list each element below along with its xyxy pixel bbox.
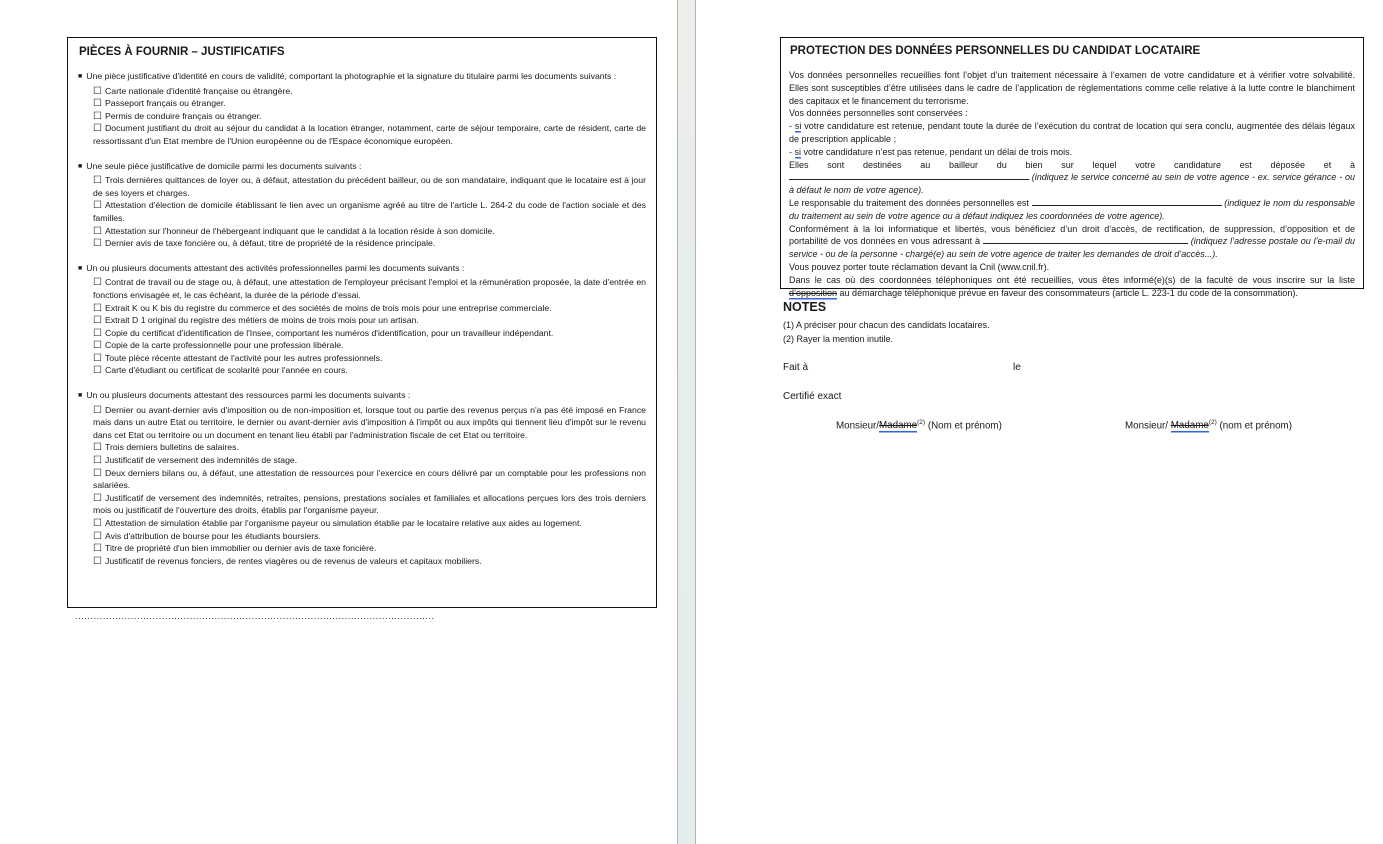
checkbox-icon: ☐ xyxy=(93,98,102,110)
checkbox-icon: ☐ xyxy=(93,123,102,135)
checkbox-icon: ☐ xyxy=(93,404,102,416)
text-segment: (2) xyxy=(1208,419,1217,426)
checklist-item-text: Carte nationale d'identité française ou étrangère. xyxy=(104,85,293,96)
checklist-item xyxy=(93,467,646,492)
checklist-item xyxy=(93,555,646,568)
dotted-separator-line: .................................................................................................................... xyxy=(75,611,435,621)
text-segment: (indiquez l’adresse postale ou l’e-mail du service - ou de la personne - chargé(e) au sein de votre agence de traiter les demandes de droit d’accès...). xyxy=(789,236,1355,260)
checklist-section xyxy=(78,389,646,567)
text-segment: Elles sont destinées au bailleur du bien sur lequel votre candidature est déposée et à xyxy=(789,159,1355,170)
text-segment: Madame xyxy=(879,420,918,432)
paragraph xyxy=(789,223,1355,261)
checklist-item xyxy=(93,314,646,327)
checkbox-icon: ☐ xyxy=(93,442,102,454)
checklist-item xyxy=(93,97,646,110)
signature-line-1 xyxy=(836,419,1002,431)
signature-line-2 xyxy=(1125,419,1292,431)
checkbox-icon: ☐ xyxy=(93,492,102,504)
checklist-item-text: Titre de propriété d'un bien immobilier ou dernier avis de taxe foncière. xyxy=(104,543,377,554)
text-segment: Monsieur/ xyxy=(1125,420,1171,432)
checkbox-icon: ☐ xyxy=(93,85,102,97)
text-segment: Dans le cas où des coordonnées téléphoniques ont été recueillies, vous êtes informé(e)(s) de la faculté de vous inscrire sur la liste xyxy=(789,274,1355,285)
checklist-item-text: Document justifiant du droit au séjour du candidat à la location étranger, notamment, carte de séjour temporaire, carte de résident, carte de ressortissant d'un Etat membre de l'Union européenne ou de l'Espace économique européen. xyxy=(93,123,646,146)
checklist-item-text: Carte d'étudiant ou certificat de scolarité pour l'année en cours. xyxy=(104,365,348,376)
checkbox-icon: ☐ xyxy=(93,365,102,377)
checklist-item-text: Attestation d'élection de domicile établissant le lien avec un organisme agréé au titre de l'article L. 264-2 du code de l'action sociale et des familles. xyxy=(93,200,646,223)
text-segment: d’opposition xyxy=(789,287,838,298)
checklist-item xyxy=(93,542,646,555)
checklist-item xyxy=(93,237,646,250)
fill-in-blank[interactable] xyxy=(1032,198,1222,206)
checkbox-icon: ☐ xyxy=(93,238,102,250)
notes-title: NOTES xyxy=(783,300,827,314)
checklist-item xyxy=(93,122,646,147)
paragraph xyxy=(789,261,1355,274)
paragraph xyxy=(789,197,1355,223)
checklist-item xyxy=(93,199,646,224)
checklist-item-text: Copie de la carte professionnelle pour une profession libérale. xyxy=(104,340,344,351)
checklist-item-text: Contrat de travail ou de stage ou, à défaut, une attestation de l'employeur précisant l'emploi et la rémunération proposée, la date d'entrée en fonctions envisagée et, le cas échéant, la durée de la période d'essai. xyxy=(93,277,646,300)
section-intro xyxy=(78,262,646,277)
text-segment: (indiquez le service concerné au sein de votre agence - ex. service gérance - ou à défaut le nom de votre agence). xyxy=(789,172,1355,196)
checkbox-icon: ☐ xyxy=(93,530,102,542)
checklist-item xyxy=(93,352,646,365)
text-segment: Vous pouvez porter toute réclamation devant la Cnil (www.cnil.fr). xyxy=(789,261,1050,272)
checklist-item-text: Trois derniers bulletins de salaires. xyxy=(104,442,239,453)
checklist-item-text: Extrait K ou K bis du registre du commerce et des sociétés de moins de trois mois pour une entreprise commerciale. xyxy=(104,302,552,313)
checkbox-icon: ☐ xyxy=(93,175,102,187)
checklist-section xyxy=(78,160,646,250)
notes-section xyxy=(783,300,990,346)
text-segment: - xyxy=(789,146,795,157)
fait-a-label: Fait à xyxy=(783,362,809,373)
checklist-item xyxy=(93,85,646,98)
text-segment: (nom et prénom) xyxy=(1216,420,1292,432)
section-intro xyxy=(78,389,646,404)
checklist-sections xyxy=(78,70,646,567)
checklist-item-text: Dernier avis de taxe foncière ou, à défaut, titre de propriété de la résidence principale. xyxy=(104,238,436,249)
text-segment: si xyxy=(794,121,802,132)
checklist-item-text: Attestation sur l'honneur de l'hébergeant indiquant que le candidat à la location réside à son domicile. xyxy=(104,225,495,236)
protection-paragraphs xyxy=(789,69,1355,299)
paragraph xyxy=(789,146,1355,159)
checklist-item xyxy=(93,225,646,238)
checklist-item-text: Deux derniers bilans ou, à défaut, une attestation de ressources pour l'exercice en cours délivré par un comptable pour les professions non salariées. xyxy=(93,467,646,491)
text-segment: (indiquez le nom du responsable du traitement au sein de votre agence ou à défaut indiquez les coordonnées de votre agence). xyxy=(789,197,1355,221)
checklist-item-text: Copie du certificat d'identification de l'Insee, comportant les numéros d'identification, pour un travailleur indépendant. xyxy=(104,327,554,338)
checklist-item xyxy=(93,110,646,123)
checkbox-icon: ☐ xyxy=(93,302,102,314)
checklist-item-text: Toute pièce récente attestant de l'activité pour les autres professionnels. xyxy=(104,352,383,363)
checklist-item xyxy=(93,441,646,454)
text-segment: au démarchage téléphonique prévue en faveur des consommateurs (article L. 223-1 du code de la consommation). xyxy=(837,287,1298,298)
text-segment: - xyxy=(789,121,795,132)
checkbox-icon: ☐ xyxy=(93,555,102,567)
bullet-icon: ■ xyxy=(78,392,83,400)
note-2: (2) Rayer la mention inutile. xyxy=(783,333,894,344)
pieces-a-fournir-box xyxy=(67,37,657,608)
right-box-title: PROTECTION DES DONNÉES PERSONNELLES DU CANDIDAT LOCATAIRE xyxy=(790,45,1201,57)
text-segment: Conformément à la loi informatique et libertés, vous bénéficiez d’un droit d’accès, de rectification, de suppression, d’opposition et de portabilité de vos données en vous adressant à xyxy=(789,223,1355,247)
left-box-title: PIÈCES À FOURNIR – JUSTIFICATIFS xyxy=(79,46,285,58)
checklist-item-text: Attestation de simulation établie par l'organisme payeur ou simulation établie par le locataire relative aux aides au logement. xyxy=(104,518,582,528)
paragraph xyxy=(789,107,1355,120)
text-segment: Vos données personnelles recueillies font l’objet d’un traitement nécessaire à l’examen de votre candidature et à vérifier votre solvabilité. Elles sont susceptibles d’être utilisées dans le cadre de l’application de règlementations comme celle relative à la lutte contre le blanchiment des capitaux et le financement du terrorisme. xyxy=(789,70,1355,106)
section-intro-text: Un ou plusieurs documents attestant des ressources parmi les documents suivants : xyxy=(86,390,411,401)
fait-a-row xyxy=(783,362,1203,373)
checkbox-icon: ☐ xyxy=(93,327,102,339)
bullet-icon: ■ xyxy=(78,162,83,170)
section-intro xyxy=(78,160,646,175)
certifie-exact-label: Certifié exact xyxy=(783,391,842,402)
text-segment: Vos données personnelles sont conservées : xyxy=(789,108,968,119)
checkbox-icon: ☐ xyxy=(93,225,102,237)
checklist-item-text: Permis de conduire français ou étranger. xyxy=(104,110,262,121)
checklist-item xyxy=(93,339,646,352)
checkbox-icon: ☐ xyxy=(93,200,102,212)
text-segment: (Nom et prénom) xyxy=(925,420,1002,432)
checkbox-icon: ☐ xyxy=(93,518,102,529)
le-label: le xyxy=(1013,362,1021,373)
checklist-item-text: Passeport français ou étranger. xyxy=(104,98,226,109)
paragraph xyxy=(789,274,1355,300)
checklist-item xyxy=(93,517,646,530)
note-1: (1) A préciser pour chacun des candidats locataires. xyxy=(783,320,990,330)
checklist-item-text: Extrait D 1 original du registre des métiers de moins de trois mois pour un artisan. xyxy=(104,315,419,326)
checkbox-icon: ☐ xyxy=(93,352,102,364)
checklist-item-text: Justificatif de versement des indemnités de stage. xyxy=(104,455,298,466)
section-intro-text: Une pièce justificative d'identité en cours de validité, comportant la photographie et la signature du titulaire parmi les documents suivants : xyxy=(86,71,617,81)
fill-in-blank[interactable] xyxy=(789,172,1029,180)
checklist-item xyxy=(93,174,646,199)
bullet-icon: ■ xyxy=(78,73,83,80)
text-segment: votre candidature n’est pas retenue, pendant un délai de trois mois. xyxy=(801,146,1073,157)
checklist-item xyxy=(93,276,646,301)
checklist-item xyxy=(93,454,646,467)
checklist-item xyxy=(93,530,646,543)
checklist-item xyxy=(93,492,646,517)
protection-donnees-box xyxy=(780,37,1364,298)
checkbox-icon: ☐ xyxy=(93,455,102,467)
checkbox-icon: ☐ xyxy=(93,110,102,122)
text-segment: Monsieur/ xyxy=(836,420,880,432)
checklist-item-text: Justificatif de revenus fonciers, de rentes viagères ou de revenus de valeurs et capitaux mobiliers. xyxy=(104,555,482,566)
checkbox-icon: ☐ xyxy=(93,543,102,555)
checklist-section xyxy=(78,262,646,377)
checklist-item xyxy=(93,364,646,377)
checklist-item-text: Dernier ou avant-dernier avis d'imposition ou de non-imposition et, lorsque tout ou partie des revenus perçus n'a pas été imposé en France mais dans un autre Etat ou territoire, le dernier ou avant-dernier avis d'imposition à l'impôt ou aux impôts qui tiennent lieu d'impôt sur le revenu dans cet Etat ou territoire ou un document en tenant lieu établi par l'administration fiscale de cet Etat ou territoire. xyxy=(93,404,646,440)
section-intro xyxy=(78,70,646,85)
text-segment: votre candidature est retenue, pendant toute la durée de l’exécution du contrat de location qui sera conclu, augmentée des délais légaux de prescription applicable ; xyxy=(789,121,1355,144)
checklist-section xyxy=(78,70,646,148)
text-segment: Le responsable du traitement des données personnelles est xyxy=(789,197,1032,208)
paragraph xyxy=(789,159,1355,197)
checklist-item-text: Avis d'attribution de bourse pour les étudiants boursiers. xyxy=(104,530,321,541)
section-intro-text: Un ou plusieurs documents attestant des activités professionnelles parmi les documents suivants : xyxy=(86,262,465,273)
bullet-icon: ■ xyxy=(78,264,83,272)
paragraph xyxy=(789,69,1355,107)
checkbox-icon: ☐ xyxy=(93,340,102,352)
text-segment: Madame xyxy=(1170,420,1209,432)
text-segment: (2) xyxy=(917,419,926,426)
section-intro-text: Une seule pièce justificative de domicile parmi les documents suivants : xyxy=(86,160,362,171)
checklist-item xyxy=(93,404,646,442)
paragraph xyxy=(789,120,1355,146)
page-gap-divider xyxy=(677,0,696,844)
text-segment: si xyxy=(794,146,801,157)
checkbox-icon: ☐ xyxy=(93,277,102,289)
fill-in-blank[interactable] xyxy=(983,236,1188,244)
checkbox-icon: ☐ xyxy=(93,467,102,479)
checklist-item xyxy=(93,302,646,315)
checklist-item-text: Trois dernières quittances de loyer ou, à défaut, attestation du précédent bailleur, ou de son mandataire, indiquant que le locataire est à jour de ses loyers et charges. xyxy=(93,175,646,198)
checkbox-icon: ☐ xyxy=(93,315,102,327)
checklist-item xyxy=(93,327,646,340)
checklist-item-text: Justificatif de versement des indemnités, retraites, pensions, prestations sociales et familiales et allocations perçues lors des trois derniers mois ou justificatif de l'ouverture des droits, établis par l'organisme payeur. xyxy=(93,492,646,516)
